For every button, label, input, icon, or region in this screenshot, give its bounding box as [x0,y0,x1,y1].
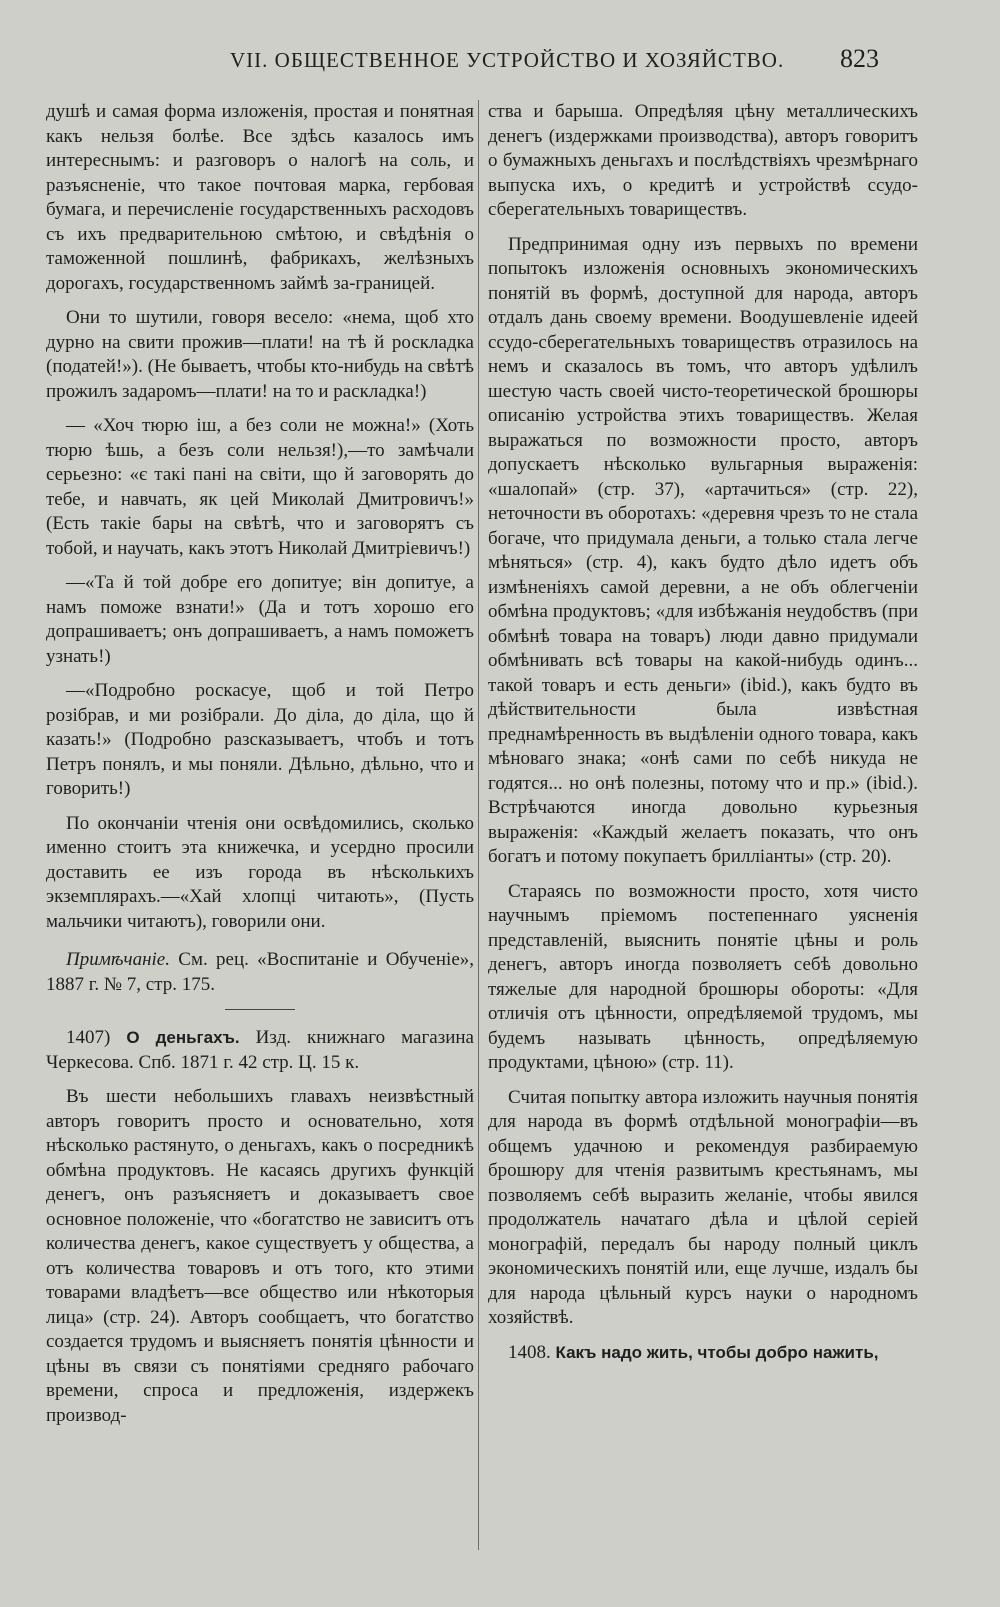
column-divider [478,100,479,1550]
page-number: 823 [840,44,879,73]
section-separator [225,1009,295,1010]
entry-number: 1407) [66,1027,111,1048]
footnote [46,948,474,997]
entry-number: 1408. [508,1341,551,1363]
entry-1407-heading [46,1026,474,1075]
footnote-text: См. рец. «Воспитаніе и Обученіе», 1887 г. № 7, стр. 175. [46,949,474,995]
paragraph: Предпринимая одну изъ первыхъ по времени попытокъ изложенія основныхъ экономическихъ понятій въ формѣ, доступной для народа, авторъ отдалъ дань своему времени. Воодушевленіе идеей ссудо-сберегательныхъ товариществъ отразилось на немъ и сказалось въ томъ, что авторъ удѣлилъ шестую часть своей чисто-теоретической брошюры описанію устройства этихъ товариществъ. Желая выражаться по возможности просто, авторъ допускаетъ нѣсколько вульгарныя выраженія: «шалопай» (стр. 37), «артачиться» (стр. 22), неточности въ оборотахъ: «деревня чрезъ то не стала богаче, что придумала деньги, а только стала легче мѣняться» (стр. 4), какъ будто дѣло идетъ объ измѣненіяхъ самой деревни, а не объ облегченіи обмѣна продуктовъ; «для избѣжанія неудобствъ (при обмѣнѣ товара на товаръ) люди давно придумали обмѣнивать всѣ товары на какой-нибудь одинъ... такой товаръ и есть деньги» (ibid.), какъ будто въ дѣйствительности была извѣстная преднамѣренность въ выдѣленіи одного товара, какъ мѣноваго знака; «онѣ сами по себѣ никуда не годятся... но онѣ полезны, потому что и пр.» (ibid.). Встрѣчаются иногда довольно курьезныя выраженія: «Каждый желаетъ показать, что онъ богатъ и потому покупаетъ брилліанты» (стр. 20). [488,233,918,867]
paragraph: —«Подробно роскасуе, щоб и той Петро розiбрав, и ми розiбрали. До дiла, до дiла, що й казать!» (Подробно разсказываетъ, чтобъ и тотъ Петръ понялъ, и мы поняли. Дѣльно, дѣльно, что и говорить!) [46,680,474,799]
footnote-label: Примѣчаніе. [66,949,170,970]
page-header [0,44,1000,84]
paragraph: душѣ и самая форма изложенія, простая и понятная какъ нельзя болѣе. Все здѣсь казалось имъ интереснымъ: и разговоръ о налогѣ на соль, и разъясненіе, что такое почтовая марка, гербовая бумага, и перечисленіе государственныхъ расходовъ съ ихъ предварительною смѣтою, и свѣдѣнія о таможенной пошлинѣ, фабрикахъ, желѣзныхъ дорогахъ, государственномъ займѣ за-границей. [46,101,474,294]
entry-title: О деньгахъ. [126,1028,240,1047]
entry-title: Какъ надо жить, чтобы добро нажить, [555,1342,879,1362]
paragraph: Стараясь по возможности просто, хотя чисто научнымъ пріемомъ постепеннаго уясненія представленій, выяснить понятіе цѣны и роль денегъ, авторъ иногда позволяетъ себѣ довольно тяжелые для народной брошюры обороты: «Для отличія отъ цѣнности, опредѣляемой трудомъ, мы будемъ называть цѣнность, опредѣляемую продуктами, цѣною» (стр. 11). [488,880,918,1073]
paragraph: — «Хоч тюрю iш, а без соли не можна!» (Хоть тюрю ѣшь, а безъ соли нельзя!),—то замѣчали серьезно: «є такi панi на свiти, що й заговорять до тебе, и навчать, як цей Миколай Дмитровичъ!» (Есть такіе бары на свѣтѣ, что и заговорятъ съ тобой, и научать, какъ этотъ Николай Дмитріевичъ!) [46,415,474,559]
paragraph: ства и барыша. Опредѣляя цѣну металлическихъ денегъ (издержками производства), авторъ говоритъ о бумажныхъ деньгахъ и послѣдствіяхъ чрезмѣрнаго выпуска ихъ, о кредитѣ и устройствѣ ссудо-сберегательныхъ товариществъ. [488,101,918,220]
paragraph: Считая попытку автора изложить научныя понятія для народа въ формѣ отдѣльной монографіи—въ общемъ удачною и рекомендуя разбираемую брошюру для чтенія развитымъ крестьянамъ, мы позволяемъ себѣ выразить желаніе, чтобы явился продолжатель начатаго дѣла и цѣлой серіей монографій, передалъ бы народу полный циклъ экономическихъ понятій или, еще лучше, издалъ бы для народа цѣльный курсъ науки о народномъ хозяйствѣ. [488,1086,918,1328]
left-column [46,100,474,1438]
entry-1408-heading [488,1341,918,1366]
entry-meta: Изд. книжнаго магазина Черкесова. Спб. 1871 г. 42 стр. Ц. 15 к. [46,1027,474,1073]
running-title: VII. ОБЩЕСТВЕННОЕ УСТРОЙСТВО И ХОЗЯЙСТВО. [230,48,785,72]
right-column [488,100,918,1365]
paragraph: Въ шести небольшихъ главахъ неизвѣстный авторъ говоритъ просто и основательно, хотя нѣсколько растянуто, о деньгахъ, какъ о посредникѣ обмѣна продуктовъ. Не касаясь другихъ функцій денегъ, онъ разъясняетъ и доказываетъ свое основное положеніе, что «богатство не зависитъ отъ количества денегъ, какое существуетъ у общества, а отъ количества товаровъ и отъ того, кто этими товарами владѣетъ—все общество или нѣкоторыя лица» (стр. 24). Авторъ сообщаетъ, что богатство создается трудомъ и выясняетъ понятія цѣнности и цѣны въ связи съ понятіями средняго рабочаго времени, спроса и предложенія, издержекъ производ- [46,1086,474,1426]
paragraph: По окончаніи чтенія они освѣдомились, сколько именно стоитъ эта книжечка, и усердно просили доставить ее изъ города въ нѣсколькихъ экземплярахъ.—«Хай хлопці читають», (Пусть мальчики читаютъ), говорили они. [46,812,474,932]
paragraph: Они то шутили, говоря весело: «нема, щоб хто дурно на свити прожив—плати! на тѣ й роскладка (податей!»). (Не бываетъ, чтобы кто-нибудь на свѣтѣ прожилъ задаромъ—плати! на то и раскладка!) [46,307,475,402]
paragraph: —«Та й той добре его допитуе; вiн допитуе, а намъ поможе взнати!» (Да и тотъ хорошо его допрашиваетъ; онъ допрашиваетъ, а намъ поможетъ узнать!) [46,572,474,667]
